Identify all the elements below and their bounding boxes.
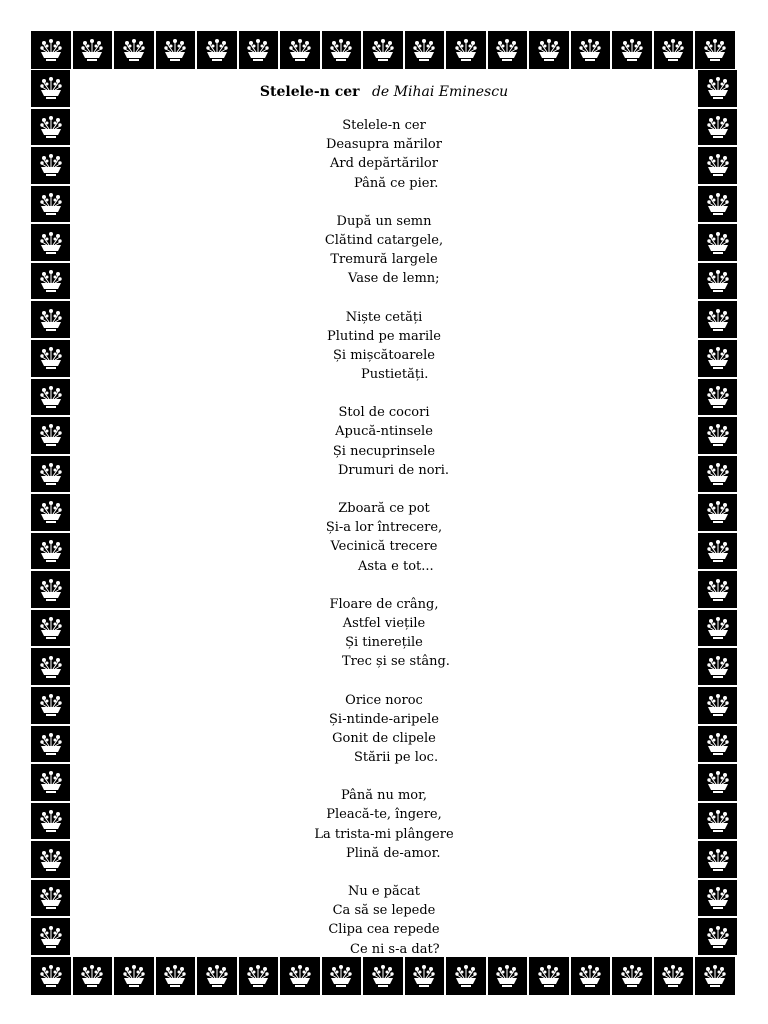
- flower-pot-icon: [287, 37, 313, 63]
- poem-line: Pustietăți.: [361, 367, 429, 383]
- poem-line: Și tinerețile: [345, 635, 423, 651]
- border-tile: [697, 223, 738, 262]
- flower-pot-icon: [705, 692, 731, 718]
- poem-line: Plutind pe marile: [327, 328, 441, 344]
- poem-line: Drumuri de nori.: [338, 462, 450, 478]
- border-tile: [697, 570, 738, 609]
- border-tile: [404, 30, 446, 70]
- flower-pot-icon: [79, 37, 105, 63]
- poem-line: Trec și se stâng.: [342, 654, 450, 670]
- poem-heading: [71, 84, 697, 100]
- stanza: [71, 116, 697, 193]
- stanza: [71, 308, 697, 385]
- border-tile: [697, 879, 738, 918]
- flower-pot-icon: [38, 577, 64, 603]
- poem-line: Asta e tot...: [358, 558, 434, 574]
- border-tile: [30, 108, 71, 147]
- poem-line: Pleacă-te, îngere,: [326, 807, 442, 823]
- border-tile: [30, 300, 71, 339]
- stanza: [71, 403, 697, 480]
- border-tile: [30, 378, 71, 417]
- border-tile: [30, 455, 71, 494]
- flower-pot-icon: [38, 345, 64, 371]
- border-tile: [570, 30, 612, 70]
- border-tile: [697, 686, 738, 725]
- poem-line: Zboară ce pot: [338, 501, 430, 516]
- flower-pot-icon: [38, 769, 64, 795]
- poem-line: Orice noroc: [345, 692, 423, 708]
- flower-pot-icon: [370, 37, 396, 63]
- border-tile: [697, 493, 738, 532]
- poem-line: Clipa cea repede: [328, 922, 440, 938]
- border-tile: [30, 840, 71, 879]
- flower-pot-icon: [705, 615, 731, 641]
- border-tile: [30, 532, 71, 571]
- flower-pot-icon: [38, 422, 64, 448]
- border-tile: [697, 262, 738, 301]
- poem-body: [71, 116, 697, 978]
- flower-pot-icon: [38, 924, 64, 950]
- border-tile: [697, 455, 738, 494]
- border-tile: [697, 146, 738, 185]
- border-tile: [694, 956, 736, 996]
- border-tile: [697, 725, 738, 764]
- flower-pot-icon: [38, 615, 64, 641]
- poem-line: Și-ntinde-aripele: [329, 711, 439, 727]
- border-tile: [30, 763, 71, 802]
- flower-pot-icon: [204, 37, 230, 63]
- border-left: [30, 69, 71, 956]
- flower-pot-icon: [328, 37, 354, 63]
- border-tile: [697, 802, 738, 841]
- poem-line: Vecinică trecere: [330, 539, 438, 555]
- flower-pot-icon: [705, 152, 731, 178]
- flower-pot-icon: [38, 191, 64, 217]
- flower-pot-icon: [705, 384, 731, 410]
- flower-pot-icon: [38, 75, 64, 101]
- flower-pot-icon: [453, 37, 479, 63]
- poem-title: Stelele-n cer: [259, 84, 360, 100]
- border-tile: [30, 262, 71, 301]
- border-tile: [697, 763, 738, 802]
- border-tile: [72, 30, 114, 70]
- flower-pot-icon: [660, 37, 686, 63]
- border-tile: [697, 917, 738, 956]
- poem-line: Niște cetăți: [345, 309, 423, 325]
- border-tile: [30, 223, 71, 262]
- border-tile: [697, 378, 738, 417]
- flower-pot-icon: [705, 654, 731, 680]
- border-tile: [30, 185, 71, 224]
- border-tile: [528, 30, 570, 70]
- border-tile: [697, 532, 738, 571]
- flower-pot-icon: [38, 152, 64, 178]
- flower-pot-icon: [705, 75, 731, 101]
- flower-pot-icon: [38, 731, 64, 757]
- flower-pot-icon: [705, 268, 731, 294]
- flower-pot-icon: [702, 37, 728, 63]
- poem-line: Stelele-n cer: [342, 118, 426, 133]
- flower-pot-icon: [705, 114, 731, 140]
- border-tile: [697, 108, 738, 147]
- flower-pot-icon: [38, 268, 64, 294]
- poem-line: Astfel viețile: [342, 615, 426, 631]
- border-tile: [697, 339, 738, 378]
- flower-pot-icon: [38, 885, 64, 911]
- poem-line: Apucă-ntinsele: [335, 424, 433, 440]
- poem-line: Ce ni s-a dat?: [350, 941, 440, 957]
- flower-pot-icon: [705, 885, 731, 911]
- flower-pot-icon: [38, 37, 64, 63]
- flower-pot-icon: [705, 769, 731, 795]
- border-tile: [30, 802, 71, 841]
- border-right: [697, 69, 738, 956]
- flower-pot-icon: [38, 230, 64, 256]
- poem-line: Stării pe loc.: [354, 750, 439, 766]
- flower-pot-icon: [705, 422, 731, 448]
- flower-pot-icon: [494, 37, 520, 63]
- border-tile: [196, 30, 238, 70]
- flower-pot-icon: [38, 307, 64, 333]
- flower-pot-icon: [702, 963, 728, 989]
- border-tile: [30, 647, 71, 686]
- border-tile: [30, 725, 71, 764]
- flower-pot-icon: [38, 808, 64, 834]
- flower-pot-icon: [705, 577, 731, 603]
- poem-line: Până nu mor,: [340, 788, 428, 804]
- border-top: [30, 30, 736, 70]
- poem-line: Plină de-amor.: [346, 845, 441, 861]
- flower-pot-icon: [619, 37, 645, 63]
- flower-pot-icon: [245, 37, 271, 63]
- flower-pot-icon: [705, 847, 731, 873]
- border-tile: [697, 609, 738, 648]
- flower-pot-icon: [705, 924, 731, 950]
- border-tile: [30, 686, 71, 725]
- border-tile: [30, 339, 71, 378]
- flower-pot-icon: [705, 230, 731, 256]
- flower-pot-icon: [705, 499, 731, 525]
- poem-line: După un semn: [336, 213, 432, 229]
- flower-pot-icon: [162, 37, 188, 63]
- border-tile: [279, 30, 321, 70]
- flower-pot-icon: [705, 461, 731, 487]
- poem-line: Și-a lor întrecere,: [325, 520, 443, 536]
- flower-pot-icon: [38, 114, 64, 140]
- flower-pot-icon: [705, 808, 731, 834]
- stanza: [71, 595, 697, 672]
- border-tile: [694, 30, 736, 70]
- border-tile: [697, 300, 738, 339]
- poem-line: Până ce pier.: [354, 175, 439, 191]
- border-tile: [697, 69, 738, 108]
- flower-pot-icon: [38, 692, 64, 718]
- border-tile: [653, 30, 695, 70]
- poem-area: [71, 70, 697, 957]
- flower-pot-icon: [411, 37, 437, 63]
- flower-pot-icon: [38, 963, 64, 989]
- poem-line: Gonit de clipele: [332, 730, 436, 746]
- flower-pot-icon: [536, 37, 562, 63]
- border-tile: [445, 30, 487, 70]
- border-tile: [30, 609, 71, 648]
- stanza: [71, 882, 697, 959]
- poem-line: Tremură largele: [330, 252, 438, 268]
- flower-pot-icon: [705, 538, 731, 564]
- border-tile: [321, 30, 363, 70]
- stanza: [71, 691, 697, 768]
- border-tile: [30, 30, 72, 70]
- poem-line: Clătind catargele,: [324, 232, 444, 248]
- poem-line: Floare de crâng,: [329, 596, 439, 612]
- flower-pot-icon: [705, 731, 731, 757]
- flower-pot-icon: [705, 345, 731, 371]
- border-tile: [362, 30, 404, 70]
- stanza: [71, 212, 697, 289]
- flower-pot-icon: [38, 384, 64, 410]
- flower-pot-icon: [121, 37, 147, 63]
- border-tile: [487, 30, 529, 70]
- border-tile: [155, 30, 197, 70]
- border-tile: [697, 185, 738, 224]
- poem-line: Ca să se lepede: [332, 903, 436, 919]
- poem-line: Vase de lemn;: [348, 271, 440, 287]
- stanza: [71, 499, 697, 576]
- border-tile: [697, 647, 738, 686]
- border-tile: [30, 146, 71, 185]
- poem-line: Și mișcătoarele: [333, 347, 435, 363]
- flower-pot-icon: [705, 307, 731, 333]
- border-tile: [30, 69, 71, 108]
- stanza: [71, 786, 697, 863]
- poem-line: Nu e păcat: [347, 884, 421, 899]
- border-tile: [238, 30, 280, 70]
- poem-line: La trista-mi plângere: [314, 826, 454, 842]
- border-tile: [30, 493, 71, 532]
- flower-pot-icon: [38, 538, 64, 564]
- flower-pot-icon: [38, 499, 64, 525]
- border-tile: [30, 570, 71, 609]
- border-tile: [697, 840, 738, 879]
- flower-pot-icon: [705, 191, 731, 217]
- border-tile: [113, 30, 155, 70]
- border-tile: [30, 956, 72, 996]
- poem-line: Deasupra mărilor: [326, 137, 442, 153]
- border-tile: [30, 416, 71, 455]
- flower-pot-icon: [38, 847, 64, 873]
- poem-author: de Mihai Eminescu: [371, 84, 509, 100]
- border-tile: [30, 879, 71, 918]
- flower-pot-icon: [38, 461, 64, 487]
- flower-pot-icon: [577, 37, 603, 63]
- border-tile: [697, 416, 738, 455]
- poem-line: Stol de cocori: [338, 405, 430, 421]
- poem-line: Ard depărtărilor: [330, 156, 438, 172]
- border-tile: [611, 30, 653, 70]
- border-tile: [30, 917, 71, 956]
- flower-pot-icon: [38, 654, 64, 680]
- poem-line: Și necuprinsele: [332, 443, 436, 459]
